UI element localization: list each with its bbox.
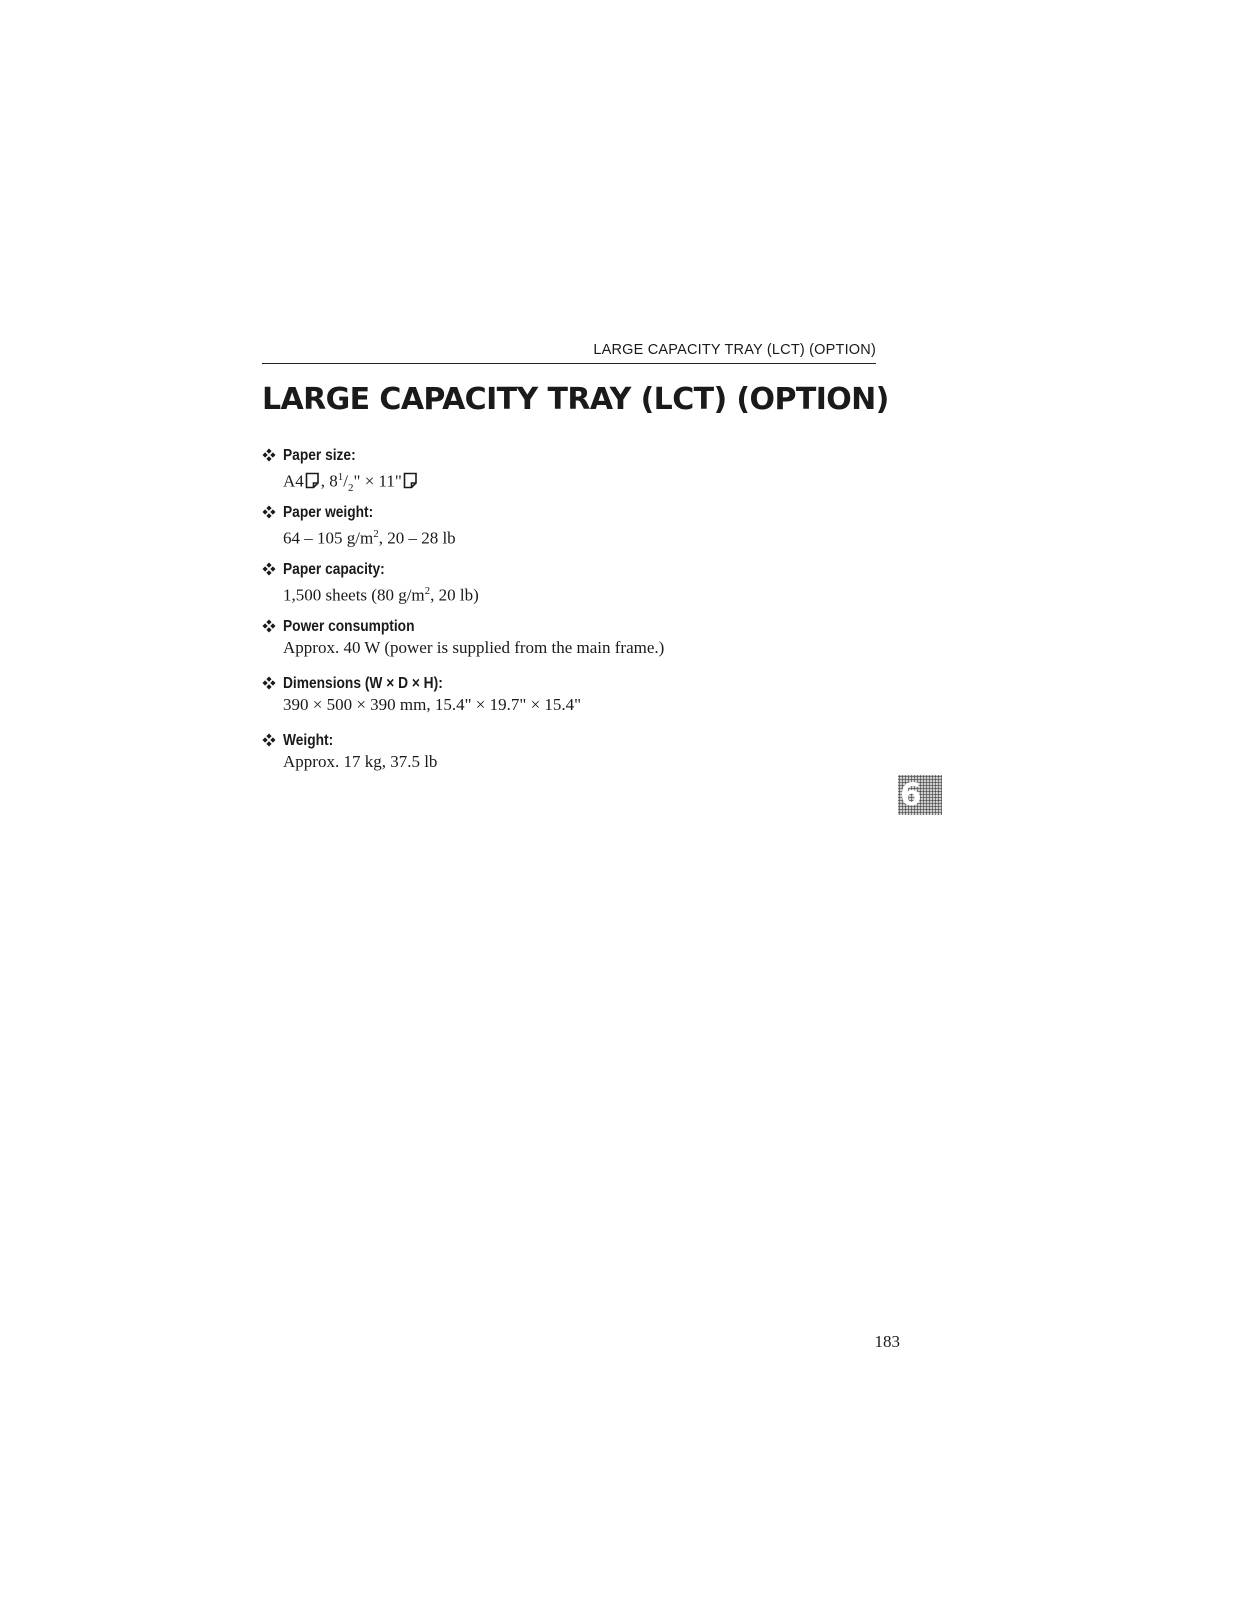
diamond-bullet-icon [262, 733, 276, 747]
superscript: 2 [424, 585, 431, 597]
superscript: 2 [373, 528, 379, 540]
spec-value [283, 523, 882, 550]
spec-list [262, 446, 882, 788]
spec-item-dimensions [262, 674, 882, 731]
diamond-bullet-icon [262, 505, 276, 519]
spec-item-weight [262, 731, 882, 788]
page-number: 183 [874, 1332, 900, 1351]
spec-value [283, 466, 882, 499]
spec-label: Paper size: [283, 447, 356, 464]
spec-label: Paper weight: [283, 504, 374, 521]
spec-item-paper-weight [262, 503, 882, 560]
paper-size-whole: 8 [329, 471, 338, 491]
spec-value: Approx. 17 kg, 37.5 lb [283, 752, 438, 771]
spec-value: Approx. 40 W (power is supplied from the main frame.) [283, 638, 665, 657]
diamond-bullet-icon [262, 448, 276, 462]
spec-value-part: , 20 lb) [430, 585, 479, 605]
page-title: LARGE CAPACITY TRAY (LCT) (OPTION) [262, 382, 889, 417]
spec-value-part: 1,500 sheets (80 g/m [283, 585, 425, 605]
diamond-bullet-icon [262, 676, 276, 690]
paper-size-slash: / [343, 471, 349, 491]
spec-value-part: 64 – 105 g/m [283, 528, 374, 548]
spec-value: 390 × 500 × 390 mm, 15.4" × 19.7" × 15.4" [283, 695, 582, 714]
paper-size-sep: , [320, 471, 330, 491]
spec-label: Weight: [283, 732, 334, 749]
paper-orientation-lef-icon [403, 472, 418, 489]
spec-label: Paper capacity: [283, 561, 385, 578]
spec-label: Dimensions (W × D × H): [283, 675, 443, 692]
diamond-bullet-icon [262, 562, 276, 576]
spec-label: Power consumption [283, 618, 415, 635]
spec-item-paper-capacity [262, 560, 882, 617]
paper-size-a4: A4 [283, 471, 304, 491]
spec-item-paper-size [262, 446, 882, 503]
chapter-tab: 6 [898, 775, 942, 815]
paper-size-num: 1 [337, 471, 344, 483]
running-header: LARGE CAPACITY TRAY (LCT) (OPTION) [262, 340, 876, 364]
paper-size-den: 2 [348, 482, 354, 495]
spec-item-power-consumption [262, 617, 882, 674]
paper-orientation-lef-icon [305, 472, 320, 489]
spec-value [283, 580, 882, 607]
spec-value-part: , 20 – 28 lb [378, 528, 456, 548]
paper-size-rest: " × 11" [353, 471, 402, 491]
diamond-bullet-icon [262, 619, 276, 633]
